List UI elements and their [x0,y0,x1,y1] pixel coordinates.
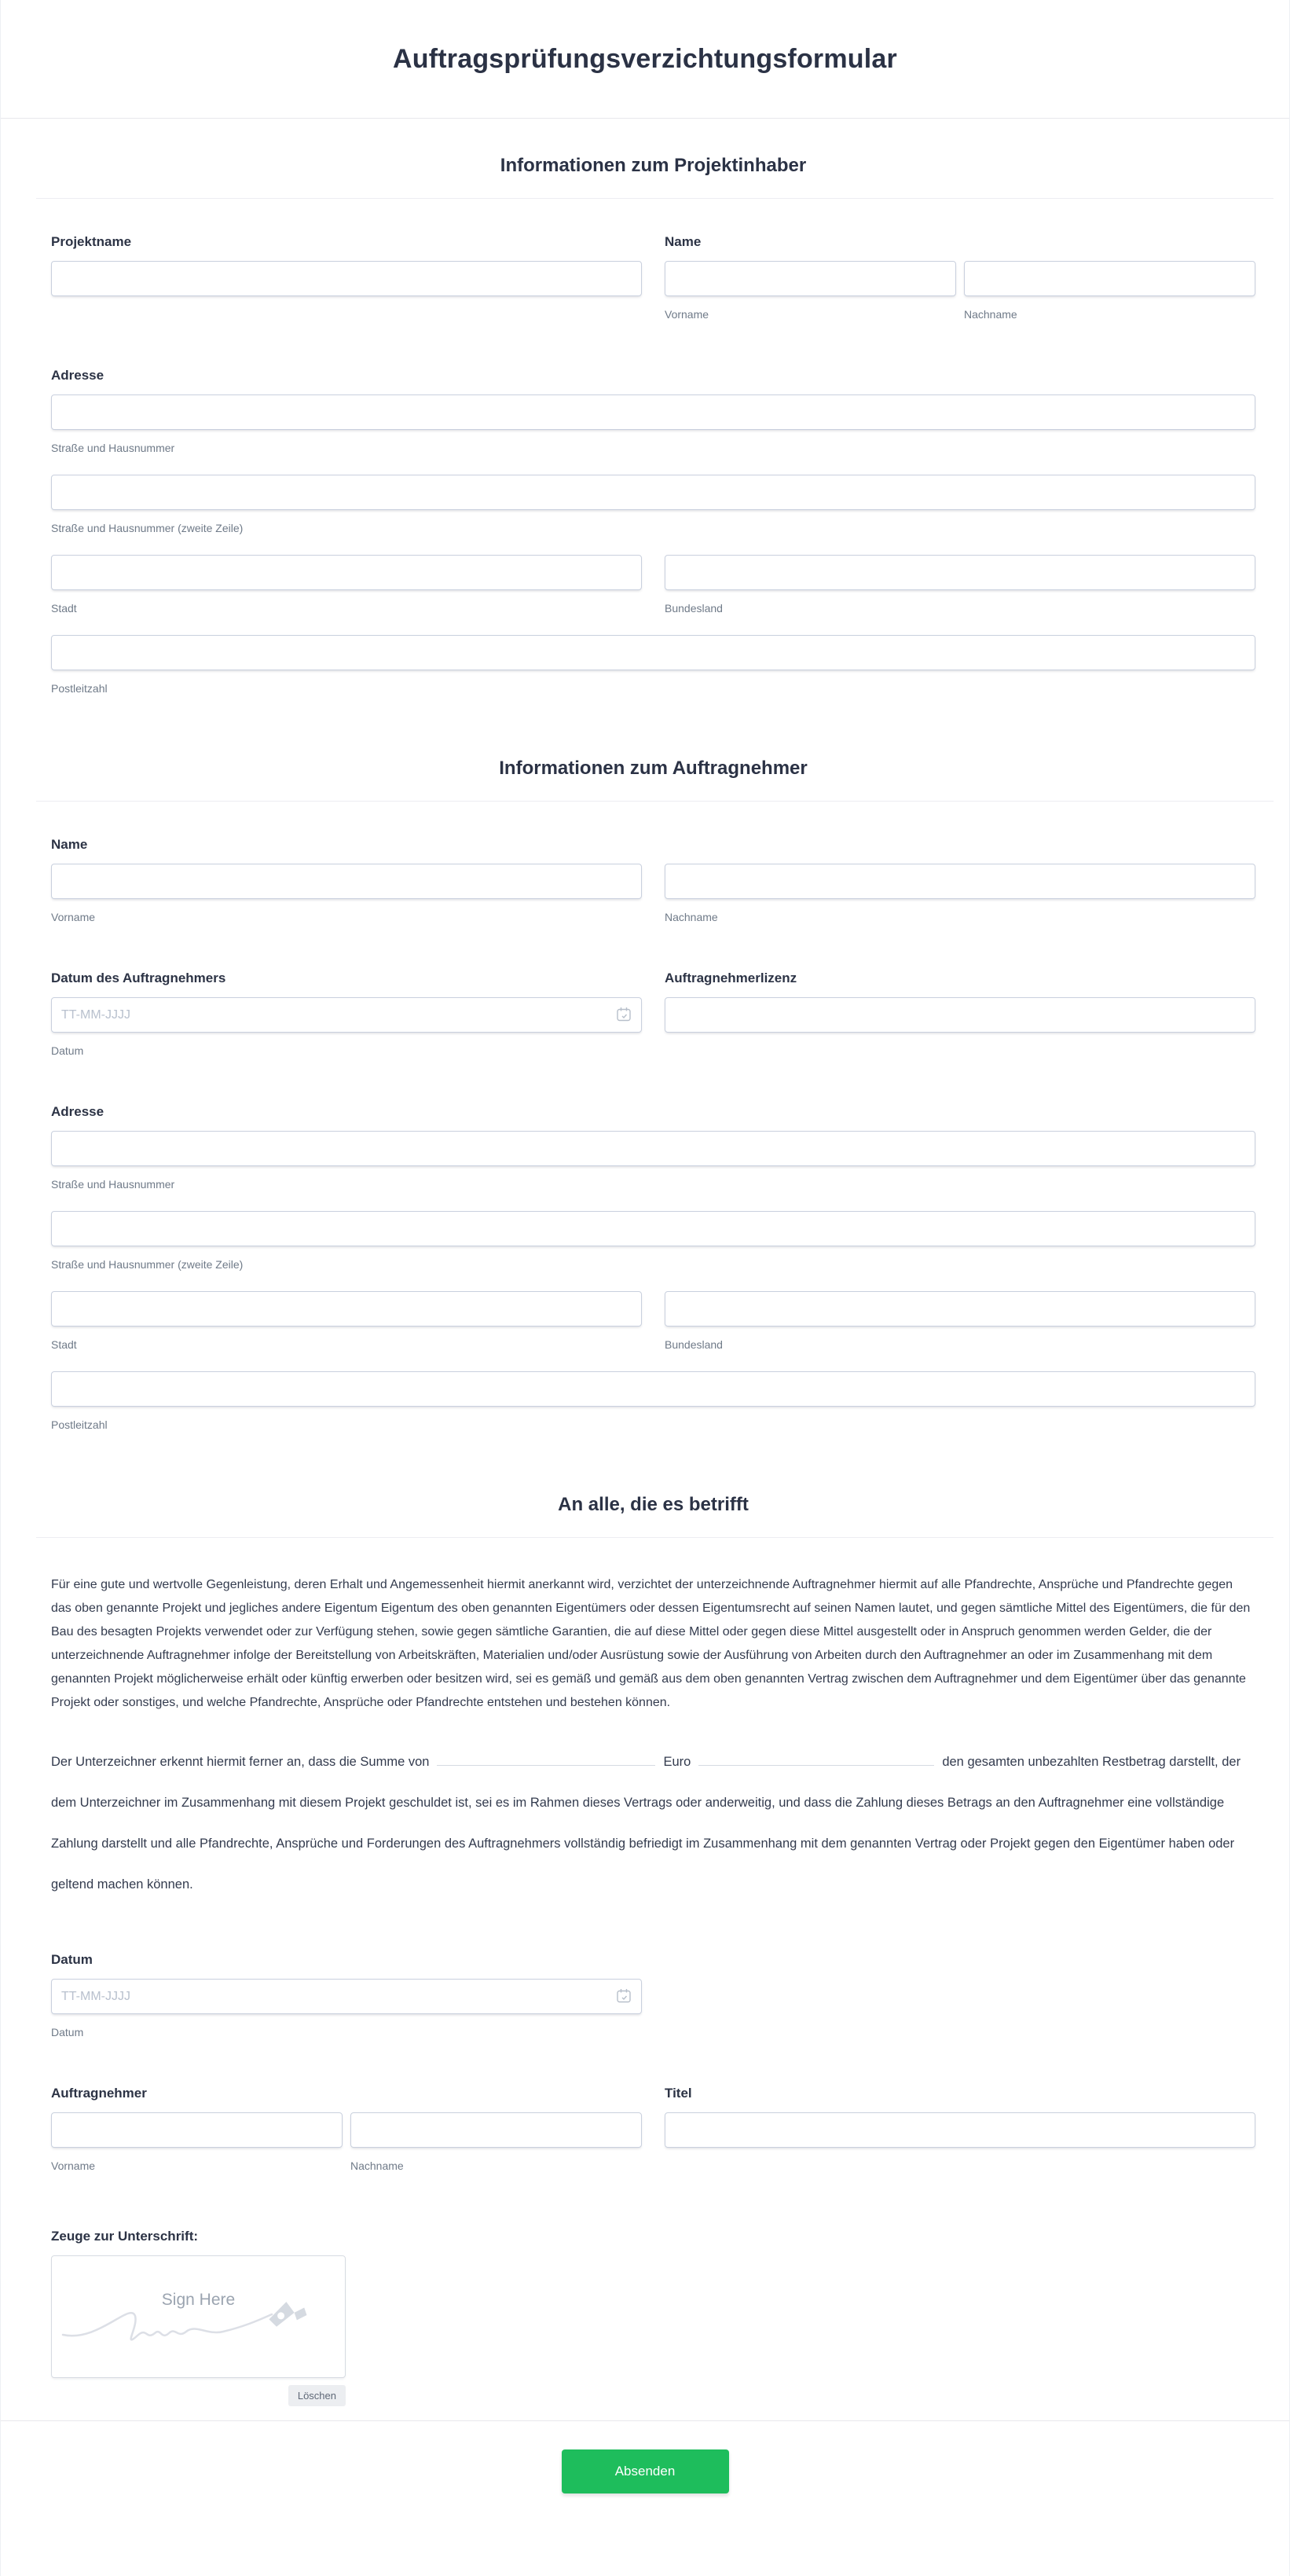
concern-vorname-input[interactable] [51,2112,343,2148]
owner-vorname-input[interactable] [665,261,956,296]
section-heading-projektinhaber: Informationen zum Projektinhaber [500,155,807,176]
concern-date-sublabel: Datum [51,2026,84,2038]
concern-nachname-sublabel: Nachname [350,2160,404,2172]
contractor-license-input[interactable] [665,997,1255,1033]
concern-vorname-sublabel: Vorname [51,2160,96,2172]
projektname-label: Projektname [51,234,132,249]
owner-street2-input[interactable] [51,475,1255,510]
contractor-state-sublabel: Bundesland [665,1338,723,1351]
page-title: Auftragsprüfungsverzichtungsformular [393,43,897,74]
contractor-street2-sublabel: Straße und Hausnummer (zweite Zeile) [51,1258,244,1271]
section-divider [36,198,1274,199]
contractor-state-input[interactable] [665,1291,1255,1327]
contractor-city-sublabel: Stadt [51,1338,77,1351]
contractor-date-input[interactable] [51,997,642,1033]
witness-signature-label: Zeuge zur Unterschrift: [51,2229,199,2244]
contractor-license-label: Auftragnehmerlizenz [665,971,797,985]
sum-paragraph [51,1741,1255,1905]
sum-amount-blank-input[interactable] [437,1752,655,1766]
contractor-address-group [51,1104,1255,1431]
sum-paragraph-part1: Der Unterzeichner erkennt hiermit ferner an, dass die Summe von [51,1755,430,1769]
owner-address-group [51,368,1255,695]
contractor-nachname-input[interactable] [665,864,1255,899]
contractor-street-input[interactable] [51,1131,1255,1166]
concern-datum-label: Datum [51,1952,93,1967]
contractor-date-sublabel: Datum [51,1044,84,1057]
pen-nib-icon [268,2299,309,2335]
section-heading-auftragnehmer: Informationen zum Auftragnehmer [499,758,808,779]
concern-titel-input[interactable] [665,2112,1255,2148]
contractor-city-input[interactable] [51,1291,642,1327]
concern-titel-label: Titel [665,2086,692,2101]
contractor-street-sublabel: Straße und Hausnummer [51,1178,175,1191]
owner-zip-sublabel: Postleitzahl [51,682,108,695]
owner-city-input[interactable] [51,555,642,590]
section-divider [36,801,1274,802]
submit-button[interactable]: Absenden [562,2449,729,2493]
waiver-paragraph: Für eine gute und wertvolle Gegenleistung, deren Erhalt und Angemessenheit hiermit anerkannt wird, verzichtet der unterzeichnende Auftragnehmer hiermit auf alle Pfandrechte, Ansprüche und Pfandrechte gegen das oben genannte Projekt und jegliches andere Eigentum Eigentum des oben genannten Eigentümers oder dessen Eigentumsrecht auf seinen Namen lautet, und gegen sämtliche Mittel des Eigentümers, die für den Bau des besagten Projekts verwendet oder zur Verfügung stehen, sowie gegen sämtliche Garantien, die auf diese Mittel oder gegen diese Mittel ausgestellt oder in Anspruch genommen werden Gelder, die der unterzeichnende Auftragnehmer infolge der Bereitstellung von Arbeitskräften, Materialien und/oder Ausrüstung sowie der Ausführung von Arbeiten durch den Auftragnehmer an oder im Zusammenhang mit dem genannten Projekt möglicherweise erhält oder künftig erwerben oder besitzen wird, sei es gemäß und gemäß aus dem oben genannten Vertrag zwischen dem Auftragnehmer und dem Eigentümer über das genannte Projekt oder sonstiges, und welche Pfandrechte, Ansprüche oder Pfandrechte entstehen und bestehen können. [51,1578,1251,1709]
contractor-zip-sublabel: Postleitzahl [51,1418,108,1431]
section-divider [36,1537,1274,1538]
projektname-input[interactable] [51,261,642,296]
owner-name-label: Name [665,234,702,249]
header-divider [1,118,1289,119]
owner-nachname-input[interactable] [964,261,1255,296]
sign-here-text: Sign Here [161,2291,236,2309]
contractor-vorname-input[interactable] [51,864,642,899]
signature-group [51,2229,1255,2406]
sum-paragraph-part2: Euro [663,1755,691,1769]
owner-state-sublabel: Bundesland [665,602,723,615]
owner-adresse-label: Adresse [51,368,104,383]
owner-city-sublabel: Stadt [51,602,77,615]
section-heading-betrifft: An alle, die es betrifft [558,1494,749,1515]
form-header [1,0,1289,118]
contractor-date-label: Datum des Auftragnehmers [51,971,226,985]
sum-paragraph-part3: den gesamten unbezahlten Restbetrag darstellt, der dem Unterzeichner im Zusammenhang mit diesem Projekt geschuldet ist, sei es im Rahmen dieses Vertrags oder anderweitig, und dass die Zahlung dieses Betrags an den Auftragnehmer eine vollständige Zahlung darstellt und alle Pfandrechte, Ansprüche und Forderungen des Auftragnehmers vollständig befriedigt im Zusammenhang mit dem genannten Vertrag oder Projekt gegen den Eigentümer haben oder geltend machen können. [51,1755,1241,1892]
owner-zip-input[interactable] [51,635,1255,670]
signature-pad[interactable] [51,2255,346,2378]
contractor-vorname-sublabel: Vorname [51,911,96,923]
contractor-name-label: Name [51,837,88,852]
owner-street-input[interactable] [51,394,1255,430]
concern-nachname-input[interactable] [350,2112,642,2148]
concern-date-input[interactable] [51,1979,642,2014]
contractor-nachname-sublabel: Nachname [665,911,718,923]
owner-street-sublabel: Straße und Hausnummer [51,442,175,454]
contractor-zip-input[interactable] [51,1371,1255,1407]
signature-clear-button[interactable]: Löschen [288,2385,346,2406]
signature-squiggle-icon [58,2286,325,2353]
owner-street2-sublabel: Straße und Hausnummer (zweite Zeile) [51,522,244,534]
owner-vorname-sublabel: Vorname [665,308,709,321]
contractor-street2-input[interactable] [51,1211,1255,1246]
owner-state-input[interactable] [665,555,1255,590]
concern-auftragnehmer-label: Auftragnehmer [51,2086,147,2101]
sum-words-blank-input[interactable] [698,1752,934,1766]
contractor-adresse-label: Adresse [51,1104,104,1119]
submit-area [1,2421,1289,2532]
owner-nachname-sublabel: Nachname [964,308,1017,321]
